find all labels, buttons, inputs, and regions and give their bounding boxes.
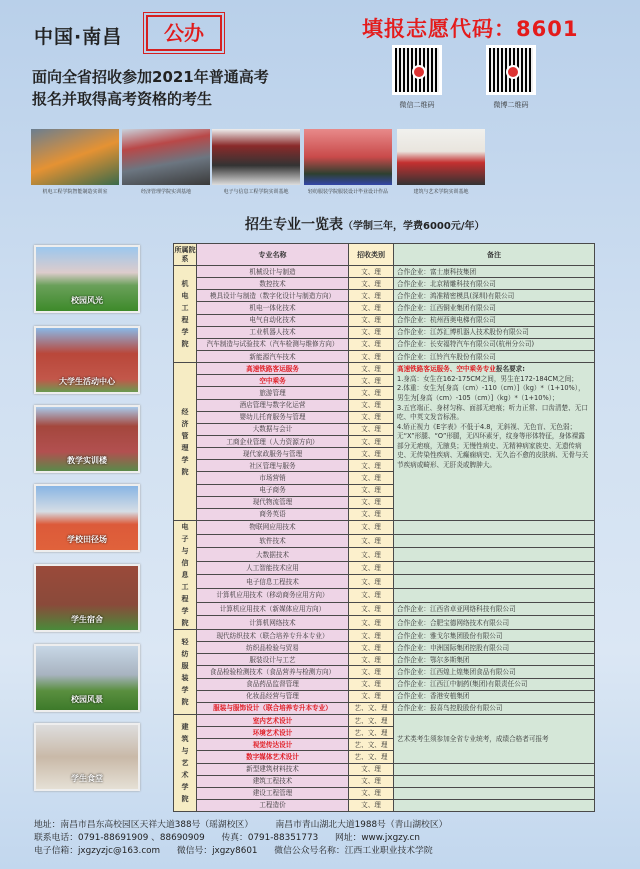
table-row [174, 787, 595, 799]
remark-text: 合作企业：江西江中制药(集团)有限责任公司 [397, 680, 528, 689]
table-row [174, 702, 595, 714]
major-name: 现代纺织技术（联合培养专升本专业） [197, 629, 349, 641]
remark-text: 合作企业：江西煌上煌集团食品有限公司 [397, 667, 516, 676]
remark-cell [394, 314, 595, 326]
major-name: 机械设计与制造 [197, 266, 349, 278]
major-name: 空中乘务 [197, 375, 349, 387]
major-name: 高速铁路客运服务 [197, 363, 349, 375]
admission-category: 文、理 [349, 616, 394, 630]
admission-category: 艺、文、理 [349, 702, 394, 714]
table-row [174, 302, 595, 314]
admission-category: 文、理 [349, 472, 394, 484]
table-row [174, 666, 595, 678]
admission-category: 文、理 [349, 642, 394, 654]
admission-category: 文、理 [349, 534, 394, 548]
side-photo [34, 405, 140, 473]
remark-cell [394, 575, 595, 589]
major-name: 计算机网络技术 [197, 616, 349, 630]
table-row [174, 575, 595, 589]
admission-category: 文、理 [349, 266, 394, 278]
side-photo [34, 484, 140, 552]
remark-cell [394, 326, 595, 338]
major-name: 数控技术 [197, 278, 349, 290]
photo-caption: 大学生活动中心 [59, 377, 115, 386]
admission-category: 文、理 [349, 496, 394, 508]
slogan [32, 66, 269, 110]
major-name: 现代物流管理 [197, 496, 349, 508]
major-name: 工商企业管理（人力资源方向） [197, 435, 349, 447]
major-name: 数字媒体艺术设计 [197, 751, 349, 763]
remark-cell [394, 654, 595, 666]
photo-caption: 机电工程学院智能制造实训室 [42, 189, 108, 195]
admission-category: 文、理 [349, 314, 394, 326]
major-name: 室内艺术设计 [197, 714, 349, 726]
major-name: 工程造价 [197, 799, 349, 811]
footer-address: 地址：南昌市昌东高校园区天祥大道388号（瑶湖校区） 南昌市青山湖北大道1988号（青山湖校区） [34, 820, 448, 831]
admission-category: 文、理 [349, 326, 394, 338]
side-photo [34, 644, 140, 712]
major-name: 电子商务 [197, 484, 349, 496]
table-row [174, 690, 595, 702]
major-name: 商务英语 [197, 508, 349, 520]
major-name: 视觉传达设计 [197, 739, 349, 751]
top-photo [31, 129, 119, 194]
major-name: 计算机应用技术（移动商务应用方向） [197, 589, 349, 603]
admission-category: 文、理 [349, 484, 394, 496]
photo-caption: 学生宿舍 [71, 615, 103, 624]
slogan-line-1: 面向全省招收参加2021年普通高考 [32, 68, 269, 86]
table-row [174, 548, 595, 562]
remark-cell [394, 787, 595, 799]
remark-cell [394, 548, 595, 562]
remark-cell [394, 534, 595, 548]
table-row [174, 326, 595, 338]
remark-cell [394, 763, 595, 775]
table-row [174, 642, 595, 654]
remark-cell [394, 290, 595, 302]
remark-cell [394, 363, 595, 521]
table-row [174, 266, 595, 278]
top-photo [212, 129, 300, 194]
remark-cell [394, 266, 595, 278]
remark-text: 合作企业：江铃汽车股份有限公司 [397, 352, 496, 361]
table-row [174, 290, 595, 302]
admission-category: 文、理 [349, 666, 394, 678]
table-subtitle: （学制三年，学费6000元/年） [343, 221, 485, 232]
admission-category: 文、理 [349, 508, 394, 520]
admission-category: 文、理 [349, 399, 394, 411]
admission-category: 文、理 [349, 387, 394, 399]
side-photo [34, 723, 140, 791]
remark-heading-suffix: 报名要求: [495, 365, 525, 374]
photo-caption: 校园风光 [71, 296, 103, 305]
photo-caption: 轻纺服装学院服装设计毕业设计作品 [307, 189, 388, 195]
major-name: 环境艺术设计 [197, 727, 349, 739]
major-name: 市场营销 [197, 472, 349, 484]
major-name: 服装设计与工艺 [197, 654, 349, 666]
photo-caption: 校园风景 [71, 695, 103, 704]
major-name: 大数据与会计 [197, 423, 349, 435]
weibo-qr-label: 微博二维码 [493, 101, 529, 109]
remark-text: 合作企业：报喜鸟控股股份有限公司 [397, 704, 503, 713]
admission-category: 文、理 [349, 338, 394, 350]
remark-cell [394, 278, 595, 290]
photo-caption: 建筑与艺术学院实训基地 [413, 189, 469, 195]
table-row [174, 616, 595, 630]
qr-code-icon [392, 45, 442, 95]
remark-cell [394, 561, 595, 575]
college-name-text: 经济管理学院 [181, 407, 189, 476]
table-header-row [174, 244, 595, 266]
table-row [174, 763, 595, 775]
major-name: 酒店管理与数字化运营 [197, 399, 349, 411]
footer-email: 电子信箱：jxgzyzjc@163.com 微信号：jxgzy8601 微信公众号名称：江西工业职业技术学院 [34, 846, 433, 857]
major-name: 新型建筑材料技术 [197, 763, 349, 775]
major-name: 建设工程管理 [197, 787, 349, 799]
header-category: 招收类别 [349, 244, 394, 266]
remark-cell [394, 629, 595, 641]
remark-text: 艺术类考生须参加全省专业统考，成绩合格者可报考 [397, 734, 549, 743]
table-title-text: 招生专业一览表 [245, 217, 343, 233]
header-major: 专业名称 [197, 244, 349, 266]
admission-category: 文、理 [349, 629, 394, 641]
table-row [174, 654, 595, 666]
remark-cell [394, 589, 595, 603]
table-row [174, 775, 595, 787]
table-row [174, 629, 595, 641]
admission-category: 文、理 [349, 290, 394, 302]
remark-text: 合作企业：鸿准精密模具(深圳)有限公司 [397, 291, 515, 300]
admission-category: 文、理 [349, 302, 394, 314]
college-name [174, 520, 197, 629]
major-name: 现代家政服务与管理 [197, 448, 349, 460]
remark-text: 合作企业：申洲国际集团控股有限公司 [397, 643, 510, 652]
table-row [174, 534, 595, 548]
college-name-text: 机电工程学院 [181, 280, 189, 349]
wechat-qr[interactable] [392, 45, 447, 110]
table-row [174, 714, 595, 726]
admission-category: 文、理 [349, 363, 394, 375]
major-name: 人工智能技术应用 [197, 561, 349, 575]
top-photo [397, 129, 485, 194]
admission-category: 文、理 [349, 775, 394, 787]
remark-cell [394, 616, 595, 630]
admission-category: 文、理 [349, 575, 394, 589]
remark-cell [394, 714, 595, 763]
admission-category: 文、理 [349, 278, 394, 290]
admission-category: 文、理 [349, 561, 394, 575]
admission-category: 文、理 [349, 787, 394, 799]
table-row [174, 678, 595, 690]
remark-line: 1.身高：女生在162-175CM之间，男生在172-184CM之间； [397, 374, 578, 383]
admission-category: 文、理 [349, 448, 394, 460]
remark-cell [394, 702, 595, 714]
major-name: 婴幼儿托育服务与管理 [197, 411, 349, 423]
major-name: 计算机应用技术（新媒体应用方向） [197, 602, 349, 616]
footer-contact: 联系电话：0791-88691909 、88690909 传真：0791-88351773 网址：www.jxgzy.cn [34, 833, 420, 844]
admission-category: 文、理 [349, 548, 394, 562]
table-row [174, 561, 595, 575]
photo-caption: 学生食堂 [71, 774, 103, 783]
table-row [174, 602, 595, 616]
table-row [174, 278, 595, 290]
remark-text: 合作企业：北京精雕科技有限公司 [397, 279, 496, 288]
college-name [174, 363, 197, 521]
admission-category: 艺、文、理 [349, 727, 394, 739]
table-row [174, 589, 595, 603]
remark-text: 合作企业：合肥宝德网络技术有限公司 [397, 618, 510, 627]
public-school-badge: 公办 [146, 15, 222, 51]
admission-category: 艺、文、理 [349, 714, 394, 726]
remark-highlight: 高速铁路客运服务、空中乘务专业 [397, 365, 496, 374]
wechat-qr-label: 微信二维码 [399, 101, 435, 109]
remark-cell [394, 666, 595, 678]
table-row [174, 520, 595, 534]
photo-caption: 经济管理学院实训基地 [140, 189, 191, 195]
table-row [174, 350, 595, 362]
admission-category: 文、理 [349, 435, 394, 447]
admission-category: 文、理 [349, 654, 394, 666]
header-remarks: 备注 [394, 244, 595, 266]
city-title: 中国·南昌 [34, 26, 123, 48]
qr-code-icon [486, 45, 536, 95]
major-name: 机电一体化技术 [197, 302, 349, 314]
college-name [174, 629, 197, 714]
major-name: 电气自动化技术 [197, 314, 349, 326]
remark-cell [394, 775, 595, 787]
major-name: 软件技术 [197, 534, 349, 548]
side-photo [34, 326, 140, 394]
admission-category: 文、理 [349, 799, 394, 811]
remark-text: 合作企业：香港安植集团 [397, 692, 470, 701]
remark-heading [397, 365, 591, 375]
side-photo [34, 245, 140, 313]
remark-cell [394, 338, 595, 350]
major-name: 新能源汽车技术 [197, 350, 349, 362]
admission-category: 文、理 [349, 589, 394, 603]
remark-text: 合作企业：江苏汇博机器人技术股份有限公司 [397, 328, 529, 337]
side-photo [34, 564, 140, 632]
major-name: 工业机器人技术 [197, 326, 349, 338]
remark-text: 合作企业：江西省卓亚网络科技有限公司 [397, 605, 516, 614]
major-name: 物联网应用技术 [197, 520, 349, 534]
remark-cell [394, 520, 595, 534]
admission-category: 文、理 [349, 602, 394, 616]
admission-category: 文、理 [349, 690, 394, 702]
admission-category: 文、理 [349, 460, 394, 472]
admission-category: 文、理 [349, 375, 394, 387]
remark-cell [394, 678, 595, 690]
photo-caption: 教学实训楼 [67, 456, 107, 465]
remark-line: 4.矫正视力《E字表》不低于4.8，无斜视、无色盲、无色弱；无“X”形腿、“O”形腿，无四环素牙，纹身等形体特征，身体裸露部分无疤痕，无腋臭；无慢性病史、无精神病家族史、无遗传病史、无传染性疾病、无癫痫病史、无久治不愈的皮肤病、无骨与关节疾病或畸形、无肝炎或脾肿大。 [397, 422, 589, 470]
footer [34, 819, 613, 858]
admission-category: 文、理 [349, 423, 394, 435]
remark-text: 合作企业：长安福特汽车有限公司(杭州分公司) [397, 340, 535, 349]
table-row [174, 338, 595, 350]
remark-cell [394, 350, 595, 362]
top-photo [304, 129, 392, 194]
major-name: 模具设计与制造（数字化设计与制造方向） [197, 290, 349, 302]
remark-cell [394, 690, 595, 702]
remark-cell [394, 602, 595, 616]
college-name [174, 266, 197, 363]
major-name: 纺织品检验与贸易 [197, 642, 349, 654]
weibo-qr[interactable] [486, 45, 541, 110]
college-name-text: 建筑与艺术学院 [181, 723, 189, 803]
college-name-text: 轻纺服装学院 [181, 637, 189, 706]
top-photo [122, 129, 210, 194]
remark-cell [394, 799, 595, 811]
major-name: 建筑工程技术 [197, 775, 349, 787]
major-name: 食品检验检测技术（食品营养与检测方向） [197, 666, 349, 678]
photo-caption: 学校田径场 [67, 535, 107, 544]
remark-text: 合作企业：江西铜业集团有限公司 [397, 303, 496, 312]
admission-category: 艺、文、理 [349, 751, 394, 763]
major-name: 化妆品经营与管理 [197, 690, 349, 702]
table-row [174, 799, 595, 811]
remark-line: 2.体重：女生为[身高（cm）-110（cm）]（kg）*（1+10%），男生为[身高（cm）-105（cm）]（kg）*（1+10%）； [397, 384, 585, 402]
major-name: 电子信息工程技术 [197, 575, 349, 589]
photo-caption: 电子与信息工程学院实训基地 [223, 189, 289, 195]
admission-category: 艺、文、理 [349, 739, 394, 751]
header-college: 所属院系 [174, 244, 197, 266]
college-name [174, 714, 197, 811]
remark-line: 3.五官端正、身材匀称、面部无疤痕；听力正常、口齿清楚、无口吃、中英文发音标准。 [397, 403, 588, 422]
remark-text: 合作企业：鄂尔多斯集团 [397, 655, 470, 664]
remark-cell [394, 302, 595, 314]
application-code: 填报志愿代码：8601 [362, 17, 579, 41]
major-name: 旅游管理 [197, 387, 349, 399]
table-title [245, 214, 484, 234]
remark-text: 合作企业：雅戈尔集团股份有限公司 [397, 631, 503, 640]
slogan-line-2: 报名并取得高考资格的考生 [32, 90, 213, 108]
table-row [174, 314, 595, 326]
remark-text: 合作企业：富士康科技集团 [397, 267, 477, 276]
remark-cell [394, 642, 595, 654]
major-name: 食品药品监督管理 [197, 678, 349, 690]
major-name: 大数据技术 [197, 548, 349, 562]
college-name-text: 电子与信息工程学院 [181, 522, 189, 627]
admission-category: 文、理 [349, 678, 394, 690]
table-row [174, 363, 595, 375]
admission-category: 文、理 [349, 763, 394, 775]
major-name: 汽车制造与试验技术（汽车检测与维修方向） [197, 338, 349, 350]
admission-category: 文、理 [349, 520, 394, 534]
remark-text: 合作企业：杭州西奥电梯有限公司 [397, 316, 496, 325]
majors-table [173, 243, 595, 812]
major-name: 服装与服饰设计（联合培养专升本专业） [197, 702, 349, 714]
admission-category: 文、理 [349, 350, 394, 362]
admission-category: 文、理 [349, 411, 394, 423]
major-name: 社区管理与服务 [197, 460, 349, 472]
